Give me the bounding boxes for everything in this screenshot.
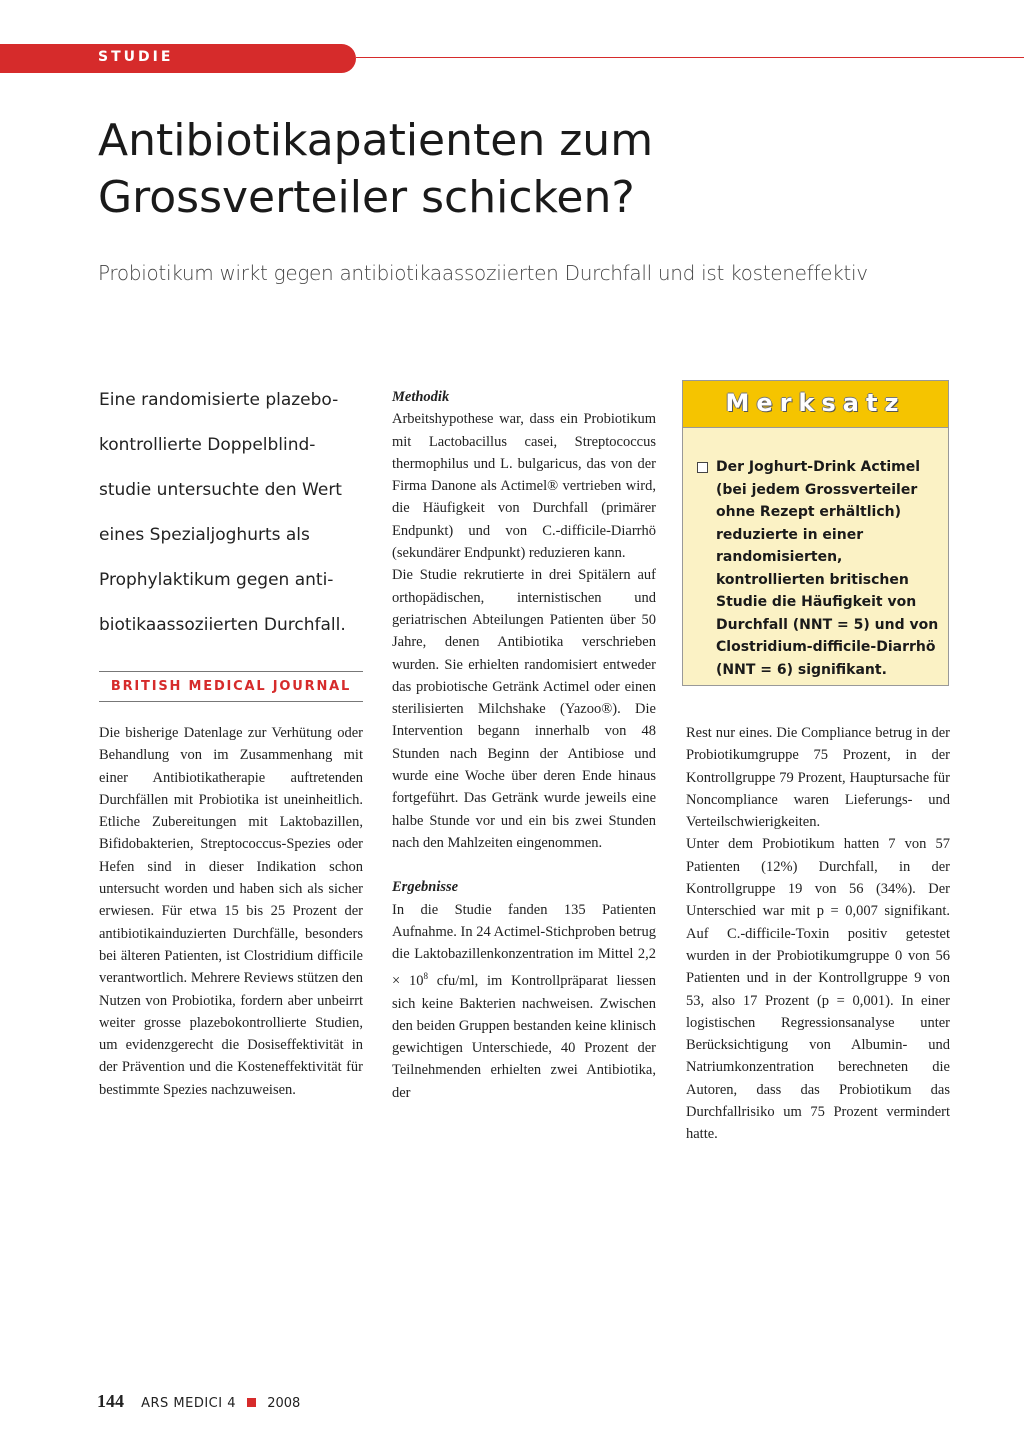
body-column-3 bbox=[686, 722, 950, 1146]
title-line-2: Grossverteiler schicken? bbox=[98, 172, 635, 223]
paragraph bbox=[392, 899, 656, 1105]
spacer bbox=[392, 854, 656, 876]
exponent: 8 bbox=[423, 971, 428, 982]
paragraph: Unter dem Probiotikum hatten 7 von 57 Patienten (12%) Durchfall, in der Kontrollgruppe 19 von 56 (34%). Der Unterschied war mit p = 0,007 signifikant. Auf C.-difficile-Toxin positiv getestet wurden in der Probiotikumgruppe 0 von 56 Patienten und in der Kontrollgruppe 9 von 53, also 17 Prozent (p = 0,001). In einer logistischen Regressionsanalyse unter Berücksichtigung von Albumin- und Natriumkonzentration berechneten die Autoren, dass das Probiotikum das Durchfallrisiko um 75 Prozent vermindert hatte. bbox=[686, 836, 950, 1143]
lead-line: eines Spezialjoghurts als bbox=[99, 525, 310, 545]
paragraph: Rest nur eines. Die Compliance betrug in der Probiotikumgruppe 75 Prozent, in der Kontrollgruppe 79 Prozent, Hauptursache für Noncompliance waren Lieferungs- und Verteilschwierigkeiten. bbox=[686, 725, 950, 831]
header-rule bbox=[356, 57, 1024, 58]
lead-line: studie untersuchte den Wert bbox=[99, 480, 342, 500]
source-rule-bottom bbox=[99, 701, 363, 702]
merksatz-body bbox=[695, 456, 940, 681]
ergebnisse-text-a: In die Studie fanden 135 Patienten Aufnahme. In 24 Actimel-Stichproben betrug die Laktobazillenkonzentration im Mittel 2,2 × 10 bbox=[392, 901, 656, 990]
merksatz-title: Merksatz bbox=[725, 389, 906, 417]
page-number: 144 bbox=[97, 1391, 124, 1411]
ergebnisse-text-b: cfu/ml, im Kontrollpräparat liessen sich keine Bakterien nachweisen. Zwischen den beiden Gruppen bestanden keine klinisch gewichtigen Unterschiede, 40 Prozent der Teilnehmenden erhielten zwei Antibiotika, der bbox=[392, 973, 656, 1101]
methodik-heading: Methodik bbox=[392, 389, 450, 405]
page-footer bbox=[97, 1391, 300, 1412]
merksatz-header bbox=[683, 381, 948, 428]
section-label: STUDIE bbox=[98, 49, 174, 65]
journal-year: 2008 bbox=[267, 1396, 301, 1411]
lead-line: kontrollierte Doppelblind- bbox=[99, 435, 316, 455]
paragraph: Arbeitshypothese war, dass ein Probiotikum mit Lactobacillus casei, Streptococcus thermophilus und L. bulgaricus, das von der Firma Danone als Actimel® vertrieben wird, die Häufigkeit von Durchfall (primärer Endpunkt) und von C.-difficile-Diarrhö (sekundärer Endpunkt) reduzieren kann. bbox=[392, 411, 656, 562]
lead-text bbox=[99, 378, 361, 648]
paragraph: Die Studie rekrutierte in drei Spitälern auf orthopädischen, internistischen und geriatrischen Abteilungen Patienten über 50 Jahre, denen Antibiotika verschrieben wurden. Sie erhielten randomisiert entweder das probiotische Getränk Actimel oder einen sterilisierten Milchshake (Yazoo®). Die Intervention begann innerhalb von 48 Stunden nach Beginn der Antibiose und wurde eine Woche über deren Ende hinaus fortgeführt. Das Getränk wurde jeweils eine halbe Stunde vor und ein bis zwei Stunden nach den Mahlzeiten eingenommen. bbox=[392, 567, 656, 851]
section-band bbox=[0, 44, 356, 73]
merksatz-text: Der Joghurt-Drink Actimel (bei jedem Grossverteiler ohne Rezept erhältlich) reduzierte in einer randomisierten, kontrollierten britischen Studie die Häufigkeit von Durchfall (NNT = 5) und von Clostridium-difficile-Diarrhö (NNT = 6) signifikant. bbox=[716, 459, 939, 678]
lead-line: Eine randomisierte plazebo- bbox=[99, 390, 339, 410]
ergebnisse-heading: Ergebnisse bbox=[392, 879, 459, 896]
paragraph: Die bisherige Datenlage zur Verhütung oder Behandlung von im Zusammenhang mit einer Antibiotikatherapie auftretenden Durchfällen mit Probiotika ist uneinheitlich. Etliche Zubereitungen mit Laktobazillen, Bifidobakterien, Streptococcus-Spezies oder Hefen sind in dieser Indikation schon untersucht worden und haben sich als sicher erwiesen. Für etwa 15 bis 25 Prozent der antibiotikainduzierten Durchfälle, besonders bei älteren Patienten, ist Clostridium difficile verantwortlich. Mehrere Reviews stützen den Nutzen von Probiotika, fordern aber unbeirrt weiter grosse plazebokontrollierte Studien, um evidenzgerecht die Dosiseffektivität in der Prävention und die Kosteneffektivität für bestimmte Spezies nachzuweisen. bbox=[99, 725, 363, 1098]
lead-line: Prophylaktikum gegen anti- bbox=[99, 570, 334, 590]
merksatz-box bbox=[682, 380, 949, 686]
article-title bbox=[98, 112, 978, 226]
lead-line: biotikaassoziierten Durchfall. bbox=[99, 615, 346, 635]
article-subtitle: Probiotikum wirkt gegen antibiotikaassoziierten Durchfall und ist kosteneffektiv bbox=[98, 261, 868, 285]
square-bullet-icon bbox=[247, 1398, 256, 1407]
source-journal: BRITISH MEDICAL JOURNAL bbox=[110, 679, 352, 694]
body-column-1 bbox=[99, 722, 363, 1101]
journal-name: ARS MEDICI 4 bbox=[141, 1396, 236, 1411]
source-rule-top bbox=[99, 671, 363, 672]
title-line-1: Antibiotikapatienten zum bbox=[98, 115, 654, 166]
checkbox-icon bbox=[697, 462, 708, 473]
body-column-2 bbox=[392, 386, 656, 1104]
